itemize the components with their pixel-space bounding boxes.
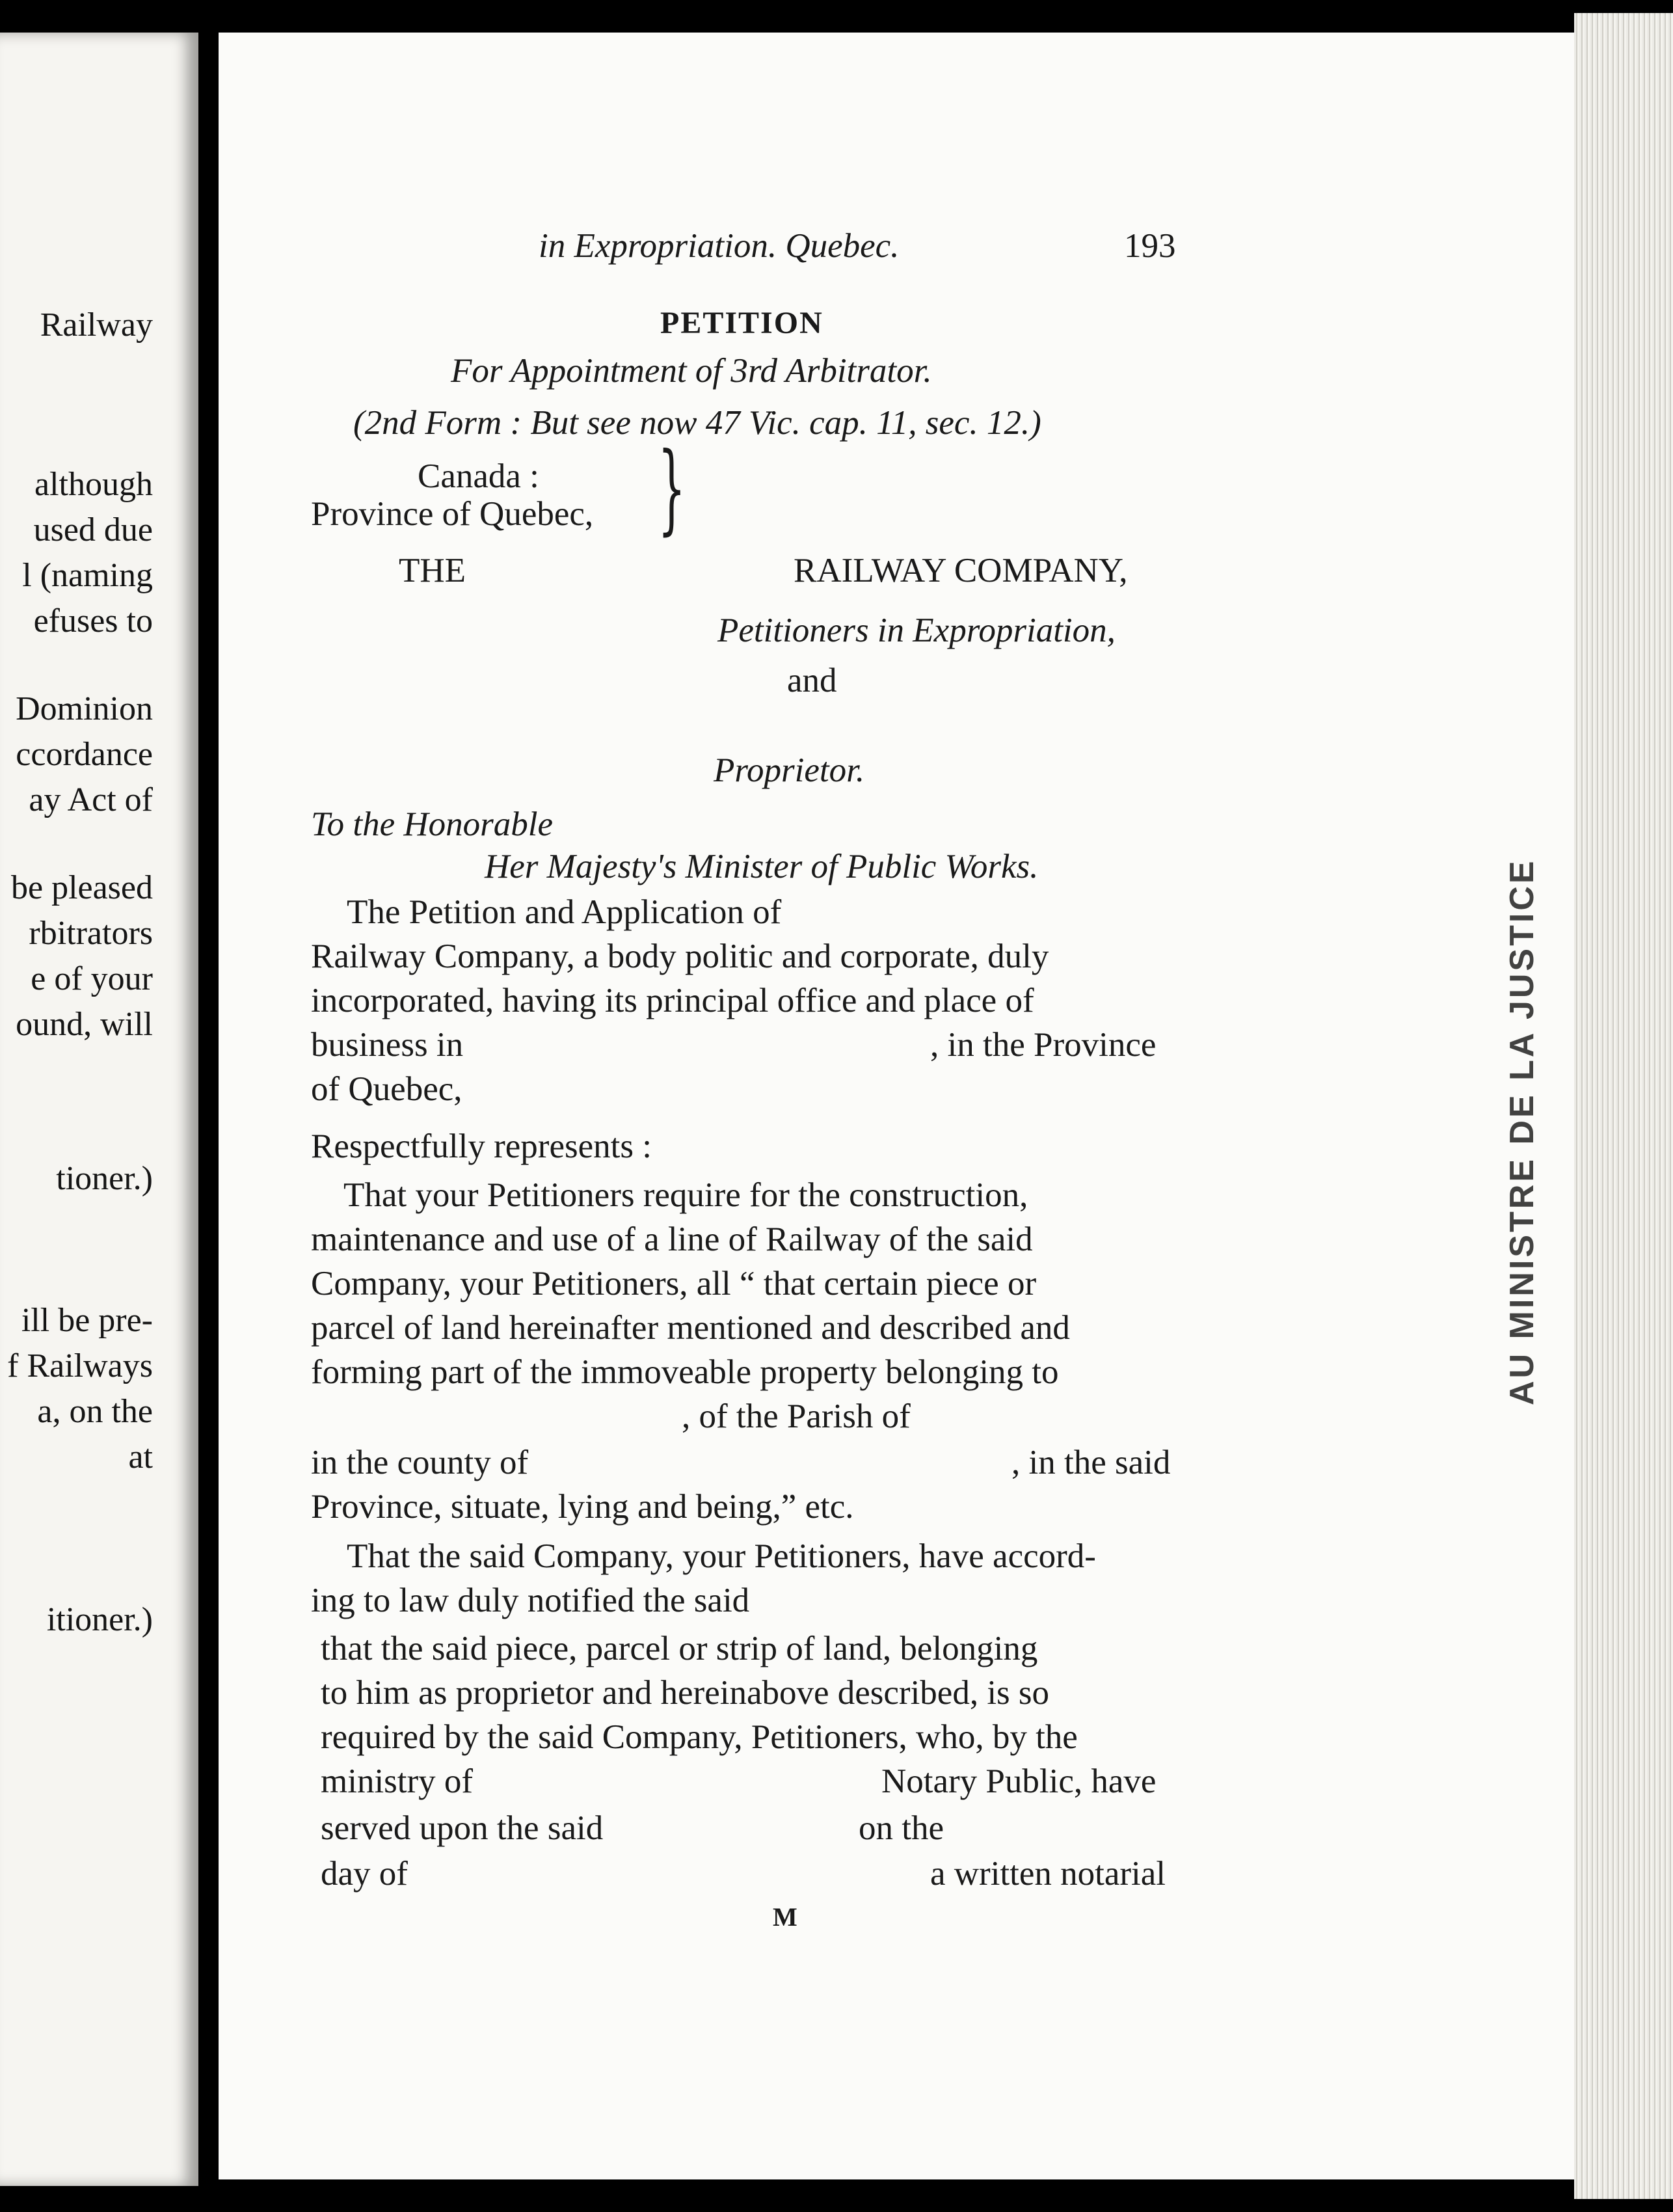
body-line: day of (321, 1855, 408, 1893)
body-line: maintenance and use of a line of Railway of the said (311, 1221, 1033, 1258)
address-line-1: To the Honorable (311, 805, 554, 843)
caption-proprietor: Proprietor. (714, 751, 865, 789)
body-line: to him as proprietor and hereinabove described, is so (321, 1674, 1050, 1712)
body-line: Notary Public, have (881, 1762, 1157, 1800)
running-head: in Expropriation. Quebec. (539, 227, 900, 265)
venue-brace: } (658, 432, 686, 545)
body-line: that the said piece, parcel or strip of land, belonging (321, 1630, 1038, 1667)
signature-mark: M (773, 1902, 797, 1932)
body-line: business in (311, 1026, 464, 1064)
petition-subheading: For Appointment of 3rd Arbitrator. (451, 352, 932, 390)
body-line: forming part of the immoveable property belonging to (311, 1353, 1059, 1391)
venue-canada: Canada : (418, 457, 539, 495)
left-page-line: ay Act of (29, 781, 153, 818)
venue-province: Province of Quebec, (311, 495, 594, 533)
caption-petitioners: Petitioners in Expropriation, (717, 612, 1116, 649)
address-line-2: Her Majesty's Minister of Public Works. (485, 848, 1039, 885)
body-line: That your Petitioners require for the construction, (343, 1176, 1028, 1214)
left-page-line: ound, will (16, 1006, 153, 1043)
body-line: Railway Company, a body politic and corporate, duly (311, 937, 1049, 975)
body-line: of Quebec, (311, 1070, 462, 1108)
caption-the: THE (399, 552, 466, 589)
petition-heading: PETITION (660, 306, 823, 340)
left-page-line: f Railways (7, 1347, 153, 1384)
left-page-line: efuses to (33, 602, 153, 640)
body-line: , in the said (1011, 1444, 1171, 1481)
left-page-line: itioner.) (46, 1601, 153, 1638)
caption-and: and (787, 662, 837, 699)
page-stack-edge (1574, 13, 1673, 2199)
left-page-line: used due (33, 511, 153, 548)
body-line: ing to law duly notified the said (311, 1582, 750, 1619)
body-line: in the county of (311, 1444, 529, 1481)
left-page-line: rbitrators (29, 915, 153, 952)
body-line: a written notarial (930, 1855, 1166, 1893)
body-line: Company, your Petitioners, all “ that certain piece or (311, 1265, 1037, 1302)
page-number: 193 (1124, 227, 1176, 265)
caption-company: RAILWAY COMPANY, (794, 552, 1128, 589)
spine-lettering: AU MINISTRE DE LA JUSTICE (1503, 858, 1541, 1405)
body-line: , of the Parish of (682, 1397, 911, 1435)
body-line: required by the said Company, Petitioners, who, by the (321, 1718, 1078, 1756)
body-line: That the said Company, your Petitioners, have accord- (347, 1537, 1096, 1575)
body-line: , in the Province (930, 1026, 1157, 1064)
left-page-line: although (34, 466, 153, 503)
form-note: (2nd Form : But see now 47 Vic. cap. 11, sec. 12.) (353, 404, 1041, 442)
body-line: served upon the said (321, 1809, 604, 1847)
body-line: parcel of land hereinafter mentioned and described and (311, 1309, 1070, 1347)
body-line: Respectfully represents : (311, 1127, 652, 1165)
left-page-line: ccordance (16, 736, 153, 773)
left-facing-page (0, 33, 198, 2186)
left-page-line: ill be pre- (21, 1302, 153, 1339)
left-page-line: Railway (40, 306, 153, 344)
body-line: incorporated, having its principal office and place of (311, 982, 1034, 1019)
left-page-line: l (naming (22, 557, 153, 594)
body-line: Province, situate, lying and being,” etc. (311, 1488, 854, 1526)
left-page-line: e of your (31, 960, 153, 997)
body-line: The Petition and Application of (347, 893, 782, 931)
left-page-line: at (128, 1438, 153, 1476)
left-page-line: tioner.) (56, 1160, 153, 1197)
body-line: on the (859, 1809, 944, 1847)
left-page-line: Dominion (16, 690, 153, 727)
left-page-line: be pleased (10, 869, 153, 906)
body-line: ministry of (321, 1762, 474, 1800)
left-page-line: a, on the (37, 1393, 153, 1430)
